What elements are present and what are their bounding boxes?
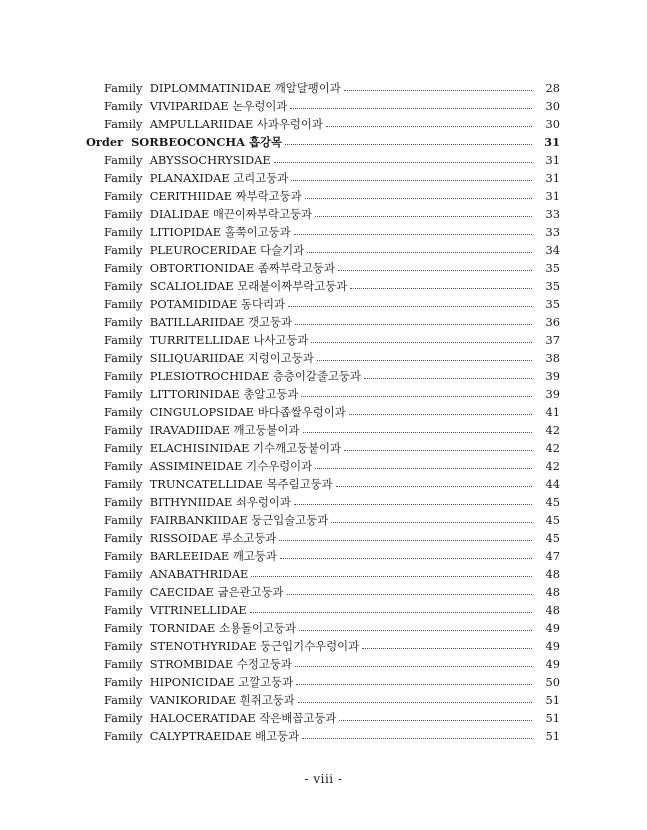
toc-entry-rank: Family — [104, 711, 143, 725]
toc-entry-title — [104, 655, 295, 673]
toc-entry-page: 42 — [545, 423, 560, 437]
toc-entry-name: BARLEEIDAE 깨고둥과 — [149, 549, 277, 563]
toc-entry-name: STROMBIDAE 수정고둥과 — [149, 657, 292, 671]
toc-entry-name: ASSIMINEIDAE 기수우렁이과 — [149, 459, 313, 473]
toc-entry-title — [104, 565, 251, 583]
toc-entry-title — [104, 457, 315, 475]
toc-entry-page: 30 — [545, 99, 560, 113]
toc-entry-page: 35 — [545, 279, 560, 293]
toc-entry-rank: Family — [104, 459, 143, 473]
toc-entry-rank: Family — [104, 117, 143, 131]
toc-entry-page: 51 — [545, 711, 560, 725]
toc-entry-page: 31 — [545, 189, 560, 203]
toc-entry-page: 45 — [545, 513, 560, 527]
toc-entry-rank: Family — [104, 207, 143, 221]
dot-leader — [362, 647, 532, 649]
toc-entry-name: POTAMIDIDAE 동다리과 — [149, 297, 286, 311]
toc-entry-rank: Family — [104, 351, 143, 365]
toc-entry-name: DIPLOMMATINIDAE 깨알달팽이과 — [149, 81, 341, 95]
toc-entry-rank: Family — [104, 297, 143, 311]
toc-entry-name: SORBEOCONCHA 흡강목 — [131, 135, 282, 149]
toc-entry-page: 31 — [544, 135, 560, 149]
toc-entry-rank: Family — [104, 315, 143, 329]
toc-family-row[interactable] — [0, 421, 647, 439]
toc-family-row[interactable] — [0, 511, 647, 529]
toc-entry-rank: Family — [104, 171, 143, 185]
toc-entry-page: 49 — [545, 639, 560, 653]
toc-entry-page: 35 — [545, 261, 560, 275]
toc-entry-name: FAIRBANKIIDAE 둥근입술고둥과 — [149, 513, 329, 527]
toc-entry-rank: Family — [104, 423, 143, 437]
toc-entry-name: LITIOPIDAE 홀쭉이고둥과 — [149, 225, 291, 239]
toc-entry-title — [104, 673, 296, 691]
toc-entry-rank: Family — [104, 405, 143, 419]
toc-entry-name: BATILLARIIDAE 갯고둥과 — [149, 315, 293, 329]
toc-entry-title — [104, 205, 315, 223]
toc-entry-page: 34 — [545, 243, 560, 257]
dot-leader — [298, 701, 532, 703]
toc-entry-rank: Family — [104, 549, 143, 563]
dot-leader — [315, 215, 532, 217]
toc-family-row[interactable] — [0, 655, 647, 673]
toc-family-row[interactable] — [0, 709, 647, 727]
toc-family-row[interactable] — [0, 439, 647, 457]
toc-family-row[interactable] — [0, 385, 647, 403]
toc-entry-page: 39 — [545, 369, 560, 383]
toc-entry-name: HALOCERATIDAE 작은배꼽고둥과 — [149, 711, 337, 725]
dot-leader — [295, 323, 532, 325]
dot-leader — [338, 269, 532, 271]
toc-family-row[interactable] — [0, 295, 647, 313]
dot-leader — [250, 611, 532, 613]
toc-entry-rank: Family — [104, 225, 143, 239]
toc-entry-page: 50 — [545, 675, 560, 689]
toc-entry-name: STENOTHYRIDAE 둥근입기수우렁이과 — [149, 639, 360, 653]
toc-family-row[interactable] — [0, 331, 647, 349]
toc-entry-title — [86, 133, 285, 151]
toc-entry-page: 49 — [545, 657, 560, 671]
toc-family-row[interactable] — [0, 583, 647, 601]
toc-entry-title — [104, 115, 326, 133]
toc-entry-title — [104, 601, 250, 619]
toc-entry-rank: Order — [86, 135, 124, 149]
dot-leader — [349, 413, 532, 415]
toc-entry-rank: Family — [104, 603, 143, 617]
toc-entry-title — [104, 187, 305, 205]
toc-entry-rank: Family — [104, 675, 143, 689]
dot-leader — [280, 557, 532, 559]
toc-entry-page: 38 — [545, 351, 560, 365]
dot-leader — [307, 251, 532, 253]
toc-entry-name: AMPULLARIIDAE 사과우렁이과 — [149, 117, 323, 131]
toc-family-row[interactable] — [0, 79, 647, 97]
toc-family-row[interactable] — [0, 115, 647, 133]
toc-entry-title — [104, 493, 294, 511]
toc-entry-title — [104, 241, 307, 259]
toc-entry-title — [104, 529, 279, 547]
dot-leader — [326, 125, 532, 127]
toc-entry-page: 33 — [545, 207, 560, 221]
toc-entry-title — [104, 331, 311, 349]
toc-entry-page: 45 — [545, 531, 560, 545]
toc-entry-page: 48 — [545, 567, 560, 581]
dot-leader — [344, 89, 532, 91]
toc-entry-page: 31 — [545, 153, 560, 167]
dot-leader — [311, 341, 532, 343]
toc-family-row[interactable] — [0, 727, 647, 745]
toc-family-row[interactable] — [0, 97, 647, 115]
toc-entry-name: LITTORINIDAE 총알고둥과 — [149, 387, 299, 401]
toc-entry-title — [104, 259, 338, 277]
toc-entry-rank: Family — [104, 585, 143, 599]
toc-entry-rank: Family — [104, 441, 143, 455]
toc-entry-title — [104, 79, 344, 97]
toc-entry-name: RISSOIDAE 루소고둥과 — [149, 531, 277, 545]
toc-entry-title — [104, 349, 317, 367]
toc-family-row[interactable] — [0, 205, 647, 223]
toc-entry-page: 33 — [545, 225, 560, 239]
toc-entry-page: 51 — [545, 729, 560, 743]
dot-leader — [285, 143, 532, 145]
dot-leader — [251, 575, 532, 577]
toc-entry-name: DIALIDAE 매끈이짜부락고둥과 — [149, 207, 312, 221]
toc-entry-name: CERITHIIDAE 짜부락고둥과 — [149, 189, 302, 203]
dot-leader — [305, 197, 532, 199]
toc-entry-title — [104, 403, 349, 421]
toc-entry-page: 37 — [545, 333, 560, 347]
dot-leader — [288, 305, 532, 307]
dot-leader — [301, 395, 532, 397]
dot-leader — [339, 719, 532, 721]
toc-entry-title — [104, 295, 288, 313]
toc-entry-name: PLESIOTROCHIDAE 층층이갈줄고둥과 — [149, 369, 361, 383]
dot-leader — [317, 359, 532, 361]
toc-entry-name: IRAVADIIDAE 깨고둥붙이과 — [149, 423, 300, 437]
toc-entry-page: 36 — [545, 315, 560, 329]
toc-entry-title — [104, 709, 339, 727]
toc-entry-rank: Family — [104, 153, 143, 167]
toc-entry-name: ANABATHRIDAE — [149, 567, 249, 581]
toc-entry-rank: Family — [104, 639, 143, 653]
dot-leader — [344, 449, 532, 451]
toc-entry-rank: Family — [104, 567, 143, 581]
toc-entry-page: 41 — [545, 405, 560, 419]
toc-family-row[interactable] — [0, 691, 647, 709]
toc-family-row[interactable] — [0, 349, 647, 367]
toc-entry-page: 48 — [545, 603, 560, 617]
toc-entry-title — [104, 727, 302, 745]
toc-entry-page: 39 — [545, 387, 560, 401]
toc-entry-rank: Family — [104, 99, 143, 113]
dot-leader — [336, 485, 532, 487]
toc-entry-page: 35 — [545, 297, 560, 311]
toc-entry-name: TURRITELLIDAE 나사고둥과 — [149, 333, 309, 347]
dot-leader — [287, 593, 533, 595]
toc-family-row[interactable] — [0, 187, 647, 205]
dot-leader — [315, 467, 532, 469]
toc-family-row[interactable] — [0, 475, 647, 493]
dot-leader — [290, 107, 532, 109]
toc-entry-title — [104, 151, 274, 169]
toc-entry-rank: Family — [104, 261, 143, 275]
toc-family-row[interactable] — [0, 403, 647, 421]
toc-entry-rank: Family — [104, 333, 143, 347]
toc-entry-title — [104, 277, 350, 295]
toc-entry-name: OBTORTIONIDAE 좀짜부락고둥과 — [149, 261, 335, 275]
toc-entry-rank: Family — [104, 243, 143, 257]
toc-entry-page: 51 — [545, 693, 560, 707]
dot-leader — [279, 539, 532, 541]
toc-entry-rank: Family — [104, 531, 143, 545]
toc-family-row[interactable] — [0, 493, 647, 511]
toc-entry-page: 31 — [545, 171, 560, 185]
toc-family-row[interactable] — [0, 151, 647, 169]
toc-entry-title — [104, 97, 290, 115]
toc-entry-title — [104, 385, 301, 403]
toc-entry-page: 30 — [545, 117, 560, 131]
toc-entry-page: 42 — [545, 441, 560, 455]
toc-entry-title — [104, 475, 336, 493]
toc-entry-title — [104, 619, 299, 637]
toc-entry-rank: Family — [104, 693, 143, 707]
toc-entry-title — [104, 511, 331, 529]
dot-leader — [294, 233, 532, 235]
toc-entry-title — [104, 421, 303, 439]
toc-entry-rank: Family — [104, 621, 143, 635]
toc-entry-page: 45 — [545, 495, 560, 509]
toc-family-row[interactable] — [0, 637, 647, 655]
toc-entry-name: CALYPTRAEIDAE 배고둥과 — [149, 729, 300, 743]
table-of-contents — [0, 79, 647, 745]
toc-entry-rank: Family — [104, 513, 143, 527]
dot-leader — [295, 665, 532, 667]
toc-entry-name: TORNIDAE 소용돌이고둥과 — [149, 621, 296, 635]
toc-entry-title — [104, 439, 344, 457]
toc-family-row[interactable] — [0, 241, 647, 259]
toc-entry-name: BITHYNIIDAE 쇠우렁이과 — [149, 495, 291, 509]
toc-entry-rank: Family — [104, 189, 143, 203]
toc-family-row[interactable] — [0, 601, 647, 619]
toc-entry-name: CINGULOPSIDAE 바다좁쌀우렁이과 — [149, 405, 346, 419]
toc-entry-title — [104, 169, 291, 187]
toc-family-row[interactable] — [0, 547, 647, 565]
toc-entry-rank: Family — [104, 729, 143, 743]
dot-leader — [350, 287, 532, 289]
dot-leader — [303, 431, 532, 433]
dot-leader — [299, 629, 532, 631]
toc-family-row[interactable] — [0, 529, 647, 547]
dot-leader — [294, 503, 532, 505]
toc-family-row[interactable] — [0, 367, 647, 385]
toc-entry-title — [104, 637, 362, 655]
toc-entry-title — [104, 583, 287, 601]
toc-entry-name: VANIKORIDAE 흰쥐고둥과 — [149, 693, 295, 707]
toc-entry-rank: Family — [104, 81, 143, 95]
toc-entry-name: ELACHISINIDAE 기수깨고둥붙이과 — [149, 441, 342, 455]
toc-entry-name: SCALIOLIDAE 모래붙이짜부락고둥과 — [149, 279, 348, 293]
toc-entry-page: 44 — [545, 477, 560, 491]
toc-entry-page: 49 — [545, 621, 560, 635]
toc-family-row[interactable] — [0, 313, 647, 331]
toc-entry-rank: Family — [104, 657, 143, 671]
toc-entry-name: VITRINELLIDAE — [149, 603, 247, 617]
dot-leader — [296, 683, 532, 685]
toc-family-row[interactable] — [0, 457, 647, 475]
toc-entry-rank: Family — [104, 477, 143, 491]
page-number: - viii - — [304, 772, 343, 786]
toc-entry-name: PLEUROCERIDAE 다슬기과 — [149, 243, 305, 257]
toc-family-row[interactable] — [0, 619, 647, 637]
toc-entry-name: VIVIPARIDAE 논우렁이과 — [149, 99, 288, 113]
toc-entry-name: ABYSSOCHRYSIDAE — [149, 153, 271, 167]
dot-leader — [274, 161, 532, 163]
toc-entry-title — [104, 223, 294, 241]
toc-family-row[interactable] — [0, 223, 647, 241]
toc-entry-page: 28 — [545, 81, 560, 95]
toc-entry-name: PLANAXIDAE 고리고둥과 — [149, 171, 289, 185]
toc-family-row[interactable] — [0, 259, 647, 277]
toc-entry-title — [104, 367, 364, 385]
toc-entry-rank: Family — [104, 279, 143, 293]
toc-family-row[interactable] — [0, 565, 647, 583]
toc-family-row[interactable] — [0, 673, 647, 691]
dot-leader — [331, 521, 532, 523]
toc-entry-title — [104, 547, 280, 565]
toc-entry-rank: Family — [104, 495, 143, 509]
toc-entry-name: CAECIDAE 굽은관고둥과 — [149, 585, 284, 599]
toc-entry-page: 48 — [545, 585, 560, 599]
toc-family-row[interactable] — [0, 169, 647, 187]
toc-entry-rank: Family — [104, 387, 143, 401]
toc-entry-title — [104, 691, 298, 709]
dot-leader — [291, 179, 532, 181]
dot-leader — [364, 377, 532, 379]
dot-leader — [302, 737, 532, 739]
toc-order-row[interactable] — [0, 133, 647, 151]
toc-entry-page: 47 — [545, 549, 560, 563]
toc-entry-rank: Family — [104, 369, 143, 383]
toc-family-row[interactable] — [0, 277, 647, 295]
toc-entry-name: SILIQUARIIDAE 지렁이고둥과 — [149, 351, 314, 365]
toc-entry-name: TRUNCATELLIDAE 목주림고둥과 — [149, 477, 333, 491]
toc-entry-title — [104, 313, 295, 331]
toc-entry-name: HIPONICIDAE 고깔고둥과 — [149, 675, 294, 689]
toc-entry-page: 42 — [545, 459, 560, 473]
